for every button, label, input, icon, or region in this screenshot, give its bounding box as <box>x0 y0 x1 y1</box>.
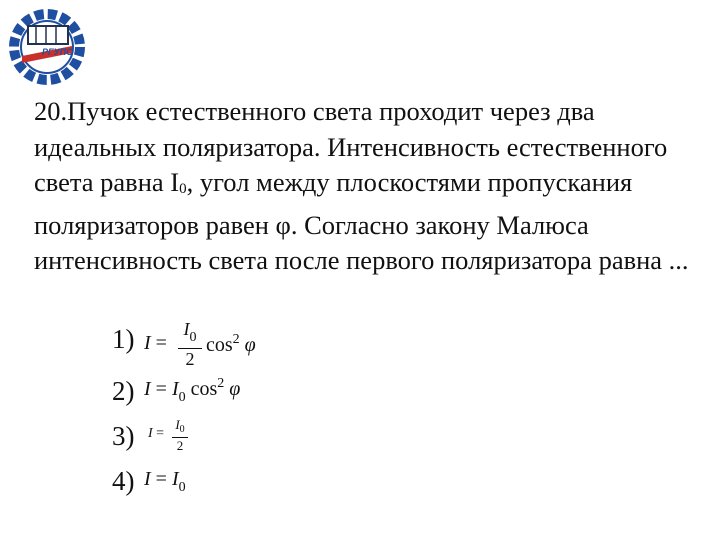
formula-4: $I = I_0$ <box>144 468 186 495</box>
question-part-2: , угол между плоскостями пропускания поляризаторов равен φ. Согласно закону Малюса интенсивность света после первого поляризатора равна ... <box>34 167 689 275</box>
option-number-4: 4) <box>112 466 135 496</box>
formula-2: $I = I_0$ $\cos^2 \varphi$ <box>144 376 241 405</box>
formula-3: I = $I_0$ 2 <box>148 418 228 462</box>
logo-text: РГУПС <box>42 47 73 57</box>
rgups-logo <box>6 6 88 88</box>
question-part-1: 20.Пучок естественного света проходит через два идеальных поляризатора. Интенсивность естественного света равна I <box>34 96 668 197</box>
question-subscript: 0 <box>179 181 187 197</box>
answer-option-3[interactable] <box>112 418 312 462</box>
option-number-2: 2) <box>112 376 135 406</box>
question-text <box>34 94 694 279</box>
formula-1: I = $I_0$ 2 $\cos^2 \varphi$ <box>144 319 256 369</box>
answer-option-1[interactable] <box>112 319 312 369</box>
answer-option-2[interactable] <box>112 372 312 416</box>
option-number-1: 1) <box>112 324 135 354</box>
option-number-3: 3) <box>112 421 135 451</box>
answer-option-4[interactable] <box>112 466 312 510</box>
